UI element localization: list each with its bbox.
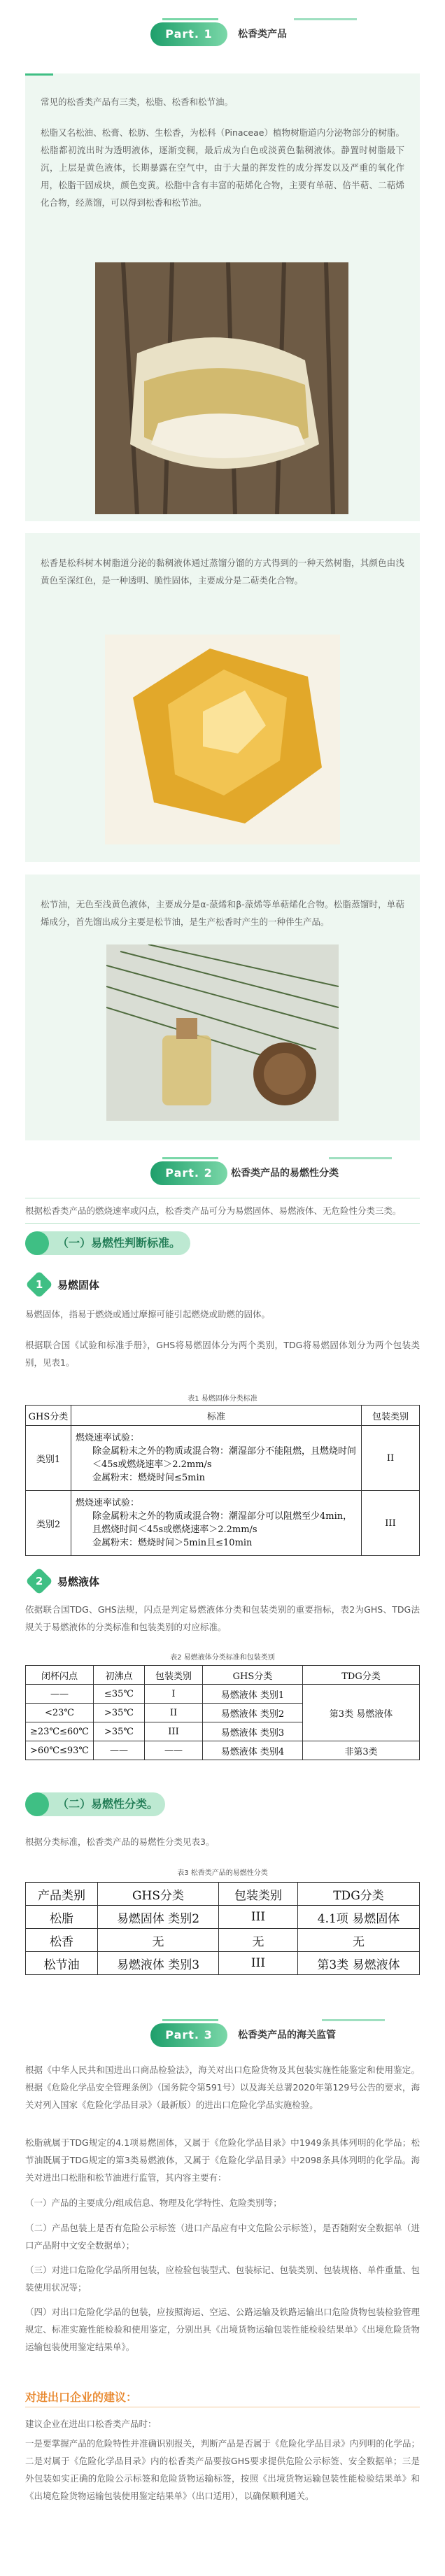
table-row: [26, 1906, 420, 1929]
table-cell: 4.1项 易燃固体: [298, 1906, 420, 1929]
table-header-cell: 包装类别: [219, 1883, 298, 1906]
table-cell: 第3类 易燃液体: [303, 1685, 420, 1741]
table-cell: 非第3类: [303, 1741, 420, 1760]
rosin-panel: [25, 533, 420, 862]
solid-rule: 根据联合国《试验和标准手册》，GHS将易燃固体分为两个类别，TDG将易燃固体划分为两个包装类别，见表1。: [25, 1340, 420, 1368]
turpentine-description: 松节油，无色至浅黄色液体，主要成分是α-蒎烯和β-蒎烯等单萜烯化合物。松脂蒸馏时，单萜烯成分，首先馏出成分主要是松节油，是生产松香时产生的一种伴生产品。: [41, 899, 404, 927]
table2-caption: 表2 易燃液体分类标准和包装类别: [170, 1654, 275, 1662]
table-row: [26, 1426, 420, 1491]
divider: [25, 1223, 420, 1224]
table-cell: [71, 1491, 362, 1556]
table-header-cell: 包装类别: [362, 1406, 420, 1426]
classification-intro: 根据分类标准，松香类产品的易燃性分类见表3。: [25, 1837, 215, 1847]
advice-body: 一是要掌握产品的危险特性并准确识别报关，判断产品是否属于《危险化学品目录》内列明的化学品；二是对属于《危险化学品目录》内的松香类产品要按GHS要求提供危险公示标签、安全数据单；三是外包装如实正确的危险公示标签和危险货物运输标签，按照《出境货物运输包装性能检验结果单》和《出境危险货物运输包装使用鉴定结果单》（出口适用），以确保顺利通关。: [25, 2438, 420, 2501]
table-cell: 无: [298, 1929, 420, 1952]
table-header-row: [26, 1666, 420, 1685]
part3-paragraph: （四）对出口危险化学品的包装，应按照海运、空运、公路运输及铁路运输出口危险货物包装检验管理规定、标准实施性能检验和使用鉴定，分别出具《出境货物运输包装性能检验结果单》《出境危险货物运输包装使用鉴定结果单》。: [25, 2307, 420, 2352]
table-row: [26, 1741, 420, 1760]
table-header-cell: GHS分类: [26, 1406, 71, 1426]
table-header-cell: 闭杯闪点: [26, 1666, 94, 1685]
part1-title: 松香类产品: [238, 29, 287, 40]
section-classification-title: （二）易燃性分类。: [57, 1797, 159, 1811]
section-classification-badge: [25, 1792, 165, 1816]
table-row: [26, 1685, 420, 1704]
part2-title: 松香类产品的易燃性分类: [231, 1168, 339, 1179]
table-cell: 易燃液体 类别3: [203, 1722, 303, 1741]
table3-caption: 表3 松香类产品的易燃性分类: [177, 1869, 268, 1877]
table-cell: >35℃: [94, 1722, 145, 1741]
table-cell: III: [219, 1952, 298, 1975]
header-accent-line-right: [294, 18, 357, 20]
part2-header: [0, 1153, 445, 1195]
std-line: 除金属粉末之外的物质或混合物：潮湿部分不能阻燃，且燃烧时间＜45s或燃烧速率＞2.2mm/s: [92, 1446, 357, 1470]
table-header-cell: GHS分类: [98, 1883, 219, 1906]
part3-paragraph: （二）产品包装上是否有危险公示标签（进口产品应有中文危险公示标签），是否随附安全数据单（进口产品附中文安全数据单）；: [25, 2223, 420, 2251]
amber-photo: [105, 635, 340, 844]
table-cell: 松脂: [26, 1906, 98, 1929]
table-cell: 类别1: [26, 1426, 71, 1491]
turpentine-panel: [25, 875, 420, 1140]
table-row: [26, 1952, 420, 1975]
table-cell: ——: [145, 1741, 203, 1760]
rosin-description: 松香是松科树木树脂道分泌的黏稠液体通过蒸馏分馏的方式得到的一种天然树脂，其颜色由浅黄色至深红色，是一种透明、脆性固体，主要成分是二萜类化合物。: [41, 558, 404, 586]
table3: [25, 1882, 420, 1975]
table-cell: >35℃: [94, 1704, 145, 1722]
part3-title: 松香类产品的海关监管: [238, 2030, 336, 2041]
advice-title: 对进出口企业的建议：: [25, 2391, 138, 2404]
std-line: 金属粉末：燃烧时间＞5min且≤10min: [92, 1538, 253, 1548]
table-cell: ——: [94, 1741, 145, 1760]
table-header-cell: 初沸点: [94, 1666, 145, 1685]
table-cell: III: [219, 1906, 298, 1929]
header-accent-line: [162, 1157, 218, 1159]
liquid-subtitle: 易燃液体: [57, 1576, 100, 1588]
table-header-cell: 包装类别: [145, 1666, 203, 1685]
std-line: 燃烧速率试验：: [76, 1433, 140, 1443]
resin-description: 松脂又名松油、松膏、松肪、生松香，为松科（Pinaceae）植物树脂道内分泌物部分的树脂。松脂都初流出时为透明液体，逐渐变稠，最后成为白色或淡黄色黏稠液体。静置时树脂最下沉，上层是黄色液体，长期暴露在空气中，由于大量的挥发性的成分挥发以及严重的氧化作用，松脂干固成块，颜色变黄。松脂中含有丰富的萜烯化合物，主要有单萜、倍半萜、二萜烯化合物，经蒸馏，可以得到松香和松节油。: [41, 127, 404, 208]
table-cell: III: [145, 1722, 203, 1741]
table-header-cell: GHS分类: [203, 1666, 303, 1685]
part3-pill: Part. 3: [150, 2023, 227, 2047]
part2-pill: Part. 2: [150, 1161, 227, 1185]
part1-header: [0, 14, 445, 56]
table-cell: [71, 1426, 362, 1491]
table-cell: 松香: [26, 1929, 98, 1952]
table-cell: III: [362, 1491, 420, 1556]
header-accent-line-right: [322, 2019, 385, 2021]
table-cell: 松节油: [26, 1952, 98, 1975]
number-badge: 2: [25, 1567, 53, 1595]
header-accent-line-right: [329, 1157, 392, 1159]
table-row: [26, 1491, 420, 1556]
liquid-rule: 依据联合国TDG、GHS法规，闪点是判定易燃液体分类和包装类别的重要指标，表2为GHS、TDG法规关于易燃液体的分类标准和包装类别的对应标准。: [25, 1604, 420, 1632]
resin-panel: [25, 73, 420, 521]
part3-paragraph: （一）产品的主要成分/组成信息、物理及化学特性、危险类别等；: [25, 2198, 282, 2208]
table-row: [26, 1929, 420, 1952]
pine-photo: [95, 262, 348, 514]
advice-intro: 建议企业在进出口松香类产品时：: [25, 2419, 157, 2429]
part1-intro: 常见的松香类产品有三类，松脂、松香和松节油。: [41, 97, 234, 107]
table-cell: ≤35℃: [94, 1685, 145, 1704]
table-header-cell: 标准: [71, 1406, 362, 1426]
table2: [25, 1665, 420, 1760]
table-cell: II: [145, 1704, 203, 1722]
part3-paragraph: （三）对进口危险化学品所用包装，应检验包装型式、包装标记、包装类别、包装规格、单件重量、包装使用状况等；: [25, 2265, 420, 2293]
section-criteria-title: （一）易燃性判断标准。: [57, 1236, 181, 1250]
std-line: 燃烧速率试验：: [76, 1498, 140, 1508]
part3-header: [0, 2015, 445, 2057]
table-cell: <23℃: [26, 1704, 94, 1722]
table-header-row: [26, 1883, 420, 1906]
number-badge: 1: [25, 1271, 53, 1298]
std-line: 金属粉末：燃烧时间≤5min: [92, 1473, 206, 1483]
table-header-cell: TDG分类: [298, 1883, 420, 1906]
table-cell: ≥23℃≤60℃: [26, 1722, 94, 1741]
table-header-row: [26, 1406, 420, 1426]
table-cell: ——: [26, 1685, 94, 1704]
table-cell: II: [362, 1426, 420, 1491]
solid-subtitle: 易燃固体: [57, 1279, 100, 1291]
table-cell: 易燃液体 类别3: [98, 1952, 219, 1975]
table-cell: 易燃液体 类别1: [203, 1685, 303, 1704]
std-line: 除金属粉末之外的物质或混合物：潮湿部分可以阻燃至少4min，且燃烧时间＜45s或燃烧速率＞2.2mm/s: [92, 1511, 353, 1535]
table-cell: 易燃液体 类别4: [203, 1741, 303, 1760]
table1: [25, 1405, 420, 1556]
header-accent-line: [162, 2019, 218, 2021]
table-cell: 无: [219, 1929, 298, 1952]
table1-caption: 表1 易燃固体分类标准: [188, 1395, 257, 1403]
badge-dot: [25, 1231, 49, 1255]
part3-paragraph: 根据《中华人民共和国进出口商品检验法》，海关对出口危险货物及其包装实施性能鉴定和使用鉴定。根据《危险化学品安全管理条例》（国务院令第591号）以及海关总署2020年第129号公告的要求，海关对列入国家《危险化学品目录》（最新版）的进出口危险化学品实施检验。: [25, 2065, 420, 2110]
header-accent-line: [162, 18, 218, 20]
solid-definition: 易燃固体，指易于燃烧或通过摩擦可能引起燃烧或助燃的固体。: [25, 1309, 271, 1319]
part2-intro: 根据松香类产品的燃烧速率或闪点，松香类产品可分为易燃固体、易燃液体、无危险性分类三类。: [25, 1205, 402, 1216]
part1-pill: Part. 1: [150, 22, 227, 46]
table-header-cell: TDG分类: [303, 1666, 420, 1685]
table-cell: 无: [98, 1929, 219, 1952]
bottle-photo: [106, 944, 339, 1121]
table-cell: >60℃≤93℃: [26, 1741, 94, 1760]
table-cell: 第3类 易燃液体: [298, 1952, 420, 1975]
section-criteria-badge: [25, 1231, 190, 1255]
table-cell: I: [145, 1685, 203, 1704]
table-header-cell: 产品类别: [26, 1883, 98, 1906]
table-cell: 易燃固体 类别2: [98, 1906, 219, 1929]
badge-dot: [25, 1792, 49, 1816]
table-cell: 类别2: [26, 1491, 71, 1556]
table-cell: 易燃液体 类别2: [203, 1704, 303, 1722]
part3-paragraph: 松脂就属于TDG规定的4.1项易燃固体，又属于《危险化学品目录》中1949条具体列明的化学品；松节油既属于TDG规定的第3类易燃液体，又属于《危险化学品目录》中2098条具体列明的化学品。海关对进出口松脂和松节油进行监管，其内容主要有：: [25, 2137, 420, 2183]
panel-accent: [25, 73, 53, 76]
